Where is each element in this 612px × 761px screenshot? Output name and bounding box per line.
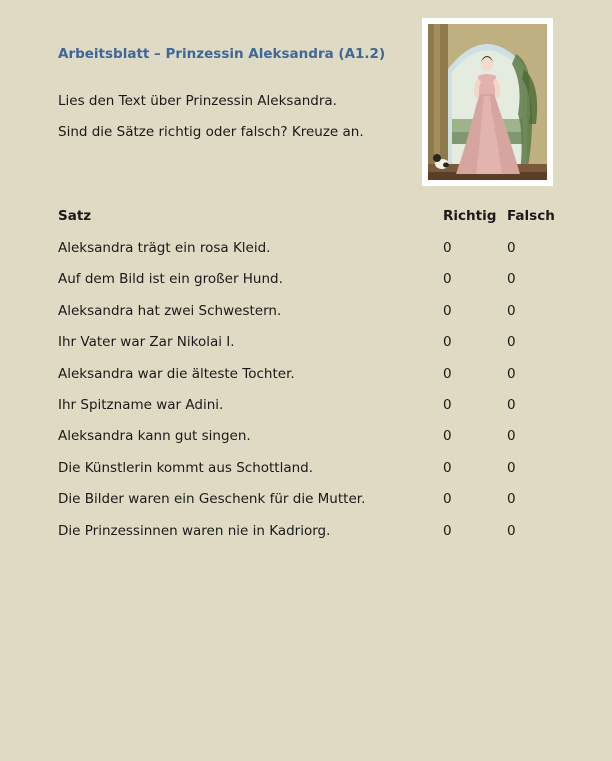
falsch-checkbox[interactable]: 0 (507, 459, 516, 476)
table-row (58, 303, 558, 334)
sentence-text: Die Künstlerin kommt aus Schottland. (58, 459, 314, 476)
table-row (58, 334, 558, 365)
falsch-checkbox[interactable]: 0 (507, 240, 516, 256)
falsch-checkbox[interactable]: 0 (507, 302, 516, 319)
falsch-checkbox[interactable]: 0 (507, 396, 516, 413)
sentence-text: Ihr Vater war Zar Nikolai I. (58, 334, 235, 351)
richtig-checkbox[interactable]: 0 (443, 428, 452, 445)
instruction-check: Sind die Sätze richtig oder falsch? Kreuze an. (58, 124, 364, 140)
falsch-checkbox[interactable]: 0 (507, 334, 516, 351)
table-row (58, 491, 558, 522)
sentence-text: Ihr Spitzname war Adini. (58, 396, 224, 413)
richtig-checkbox[interactable]: 0 (443, 271, 452, 288)
table-row (58, 397, 558, 428)
sentence-text: Aleksandra hat zwei Schwestern. (58, 302, 282, 319)
richtig-checkbox[interactable]: 0 (443, 302, 452, 319)
richtig-checkbox[interactable]: 0 (443, 396, 452, 413)
table-row (58, 240, 558, 271)
table-row (58, 523, 558, 554)
table-row (58, 271, 558, 302)
sentence-text: Aleksandra war die älteste Tochter. (58, 365, 295, 382)
portrait-image (422, 18, 553, 186)
richtig-checkbox[interactable]: 0 (443, 459, 452, 476)
portrait-painting-icon (428, 24, 547, 180)
falsch-checkbox[interactable]: 0 (507, 365, 516, 382)
table-row (58, 428, 558, 459)
falsch-checkbox[interactable]: 0 (507, 428, 516, 445)
table-row (58, 460, 558, 491)
sentence-text: Aleksandra trägt ein rosa Kleid. (58, 240, 271, 256)
header-richtig: Richtig (443, 208, 497, 224)
sentence-text: Aleksandra kann gut singen. (58, 428, 251, 445)
falsch-checkbox[interactable]: 0 (507, 522, 516, 539)
sentence-text: Auf dem Bild ist ein großer Hund. (58, 271, 283, 288)
table-row (58, 366, 558, 397)
falsch-checkbox[interactable]: 0 (507, 271, 516, 288)
true-false-table (58, 208, 558, 554)
richtig-checkbox[interactable]: 0 (443, 365, 452, 382)
richtig-checkbox[interactable]: 0 (443, 240, 452, 256)
table-header (58, 208, 558, 240)
worksheet-title: Arbeitsblatt – Prinzessin Aleksandra (A1.2) (58, 46, 386, 62)
richtig-checkbox[interactable]: 0 (443, 522, 452, 539)
header-sentence: Satz (58, 208, 92, 224)
richtig-checkbox[interactable]: 0 (443, 491, 452, 508)
instruction-read: Lies den Text über Prinzessin Aleksandra. (58, 93, 337, 109)
sentence-text: Die Bilder waren ein Geschenk für die Mutter. (58, 491, 366, 508)
sentence-text: Die Prinzessinnen waren nie in Kadriorg. (58, 522, 331, 539)
header-falsch: Falsch (507, 208, 555, 224)
richtig-checkbox[interactable]: 0 (443, 334, 452, 351)
falsch-checkbox[interactable]: 0 (507, 491, 516, 508)
